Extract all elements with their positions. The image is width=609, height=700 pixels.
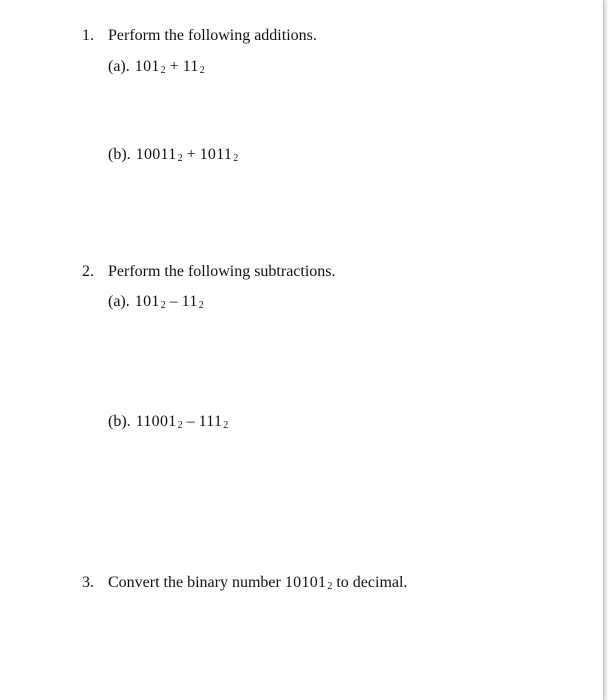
question-2 [82,262,336,282]
question-1a-operand-2: 11 [182,58,199,75]
question-2b-operand-1-base: 2 [177,420,183,431]
question-2a-operator: – [169,293,178,310]
question-1a [108,57,205,77]
question-2-number: 2. [82,263,94,280]
question-1a-operand-1: 101 [134,58,160,75]
question-1-number: 1. [82,27,94,44]
question-2a-operand-1: 101 [134,293,160,310]
question-3-text-after: to decimal. [332,574,408,591]
question-2b-operator: – [186,413,195,430]
question-2a [108,292,204,312]
question-2a-operand-2-base: 2 [198,300,204,311]
question-1a-operand-1-base: 2 [160,65,166,76]
question-3-number: 3. [82,574,94,591]
question-2a-label: (a). [108,293,130,310]
question-1a-operator: + [169,58,179,75]
question-3-binary-value: 10101 [284,574,327,591]
question-1-text: Perform the following additions. [108,27,317,44]
question-2b-operand-2: 111 [198,413,223,430]
question-2b-operand-2-base: 2 [223,420,229,431]
question-2-text: Perform the following subtractions. [108,263,336,280]
question-1b-label: (b). [108,146,131,163]
question-1b [108,145,238,165]
question-1b-operand-1: 10011 [135,146,177,163]
question-2b-operand-1: 11001 [135,413,177,430]
question-1b-operand-2-base: 2 [233,153,239,164]
question-2a-operand-1-base: 2 [160,300,166,311]
question-2b-label: (b). [108,413,131,430]
question-3 [82,573,407,593]
question-1a-operand-2-base: 2 [199,65,205,76]
question-1 [82,26,317,46]
question-1b-operand-2: 1011 [199,146,233,163]
question-3-text-before: Convert the binary number [108,574,285,591]
question-1b-operator: + [186,146,196,163]
question-3-binary-base: 2 [327,581,333,592]
question-2a-operand-2: 11 [181,293,198,310]
question-2b [108,412,228,432]
question-1b-operand-1-base: 2 [177,153,183,164]
question-1a-label: (a). [108,58,130,75]
